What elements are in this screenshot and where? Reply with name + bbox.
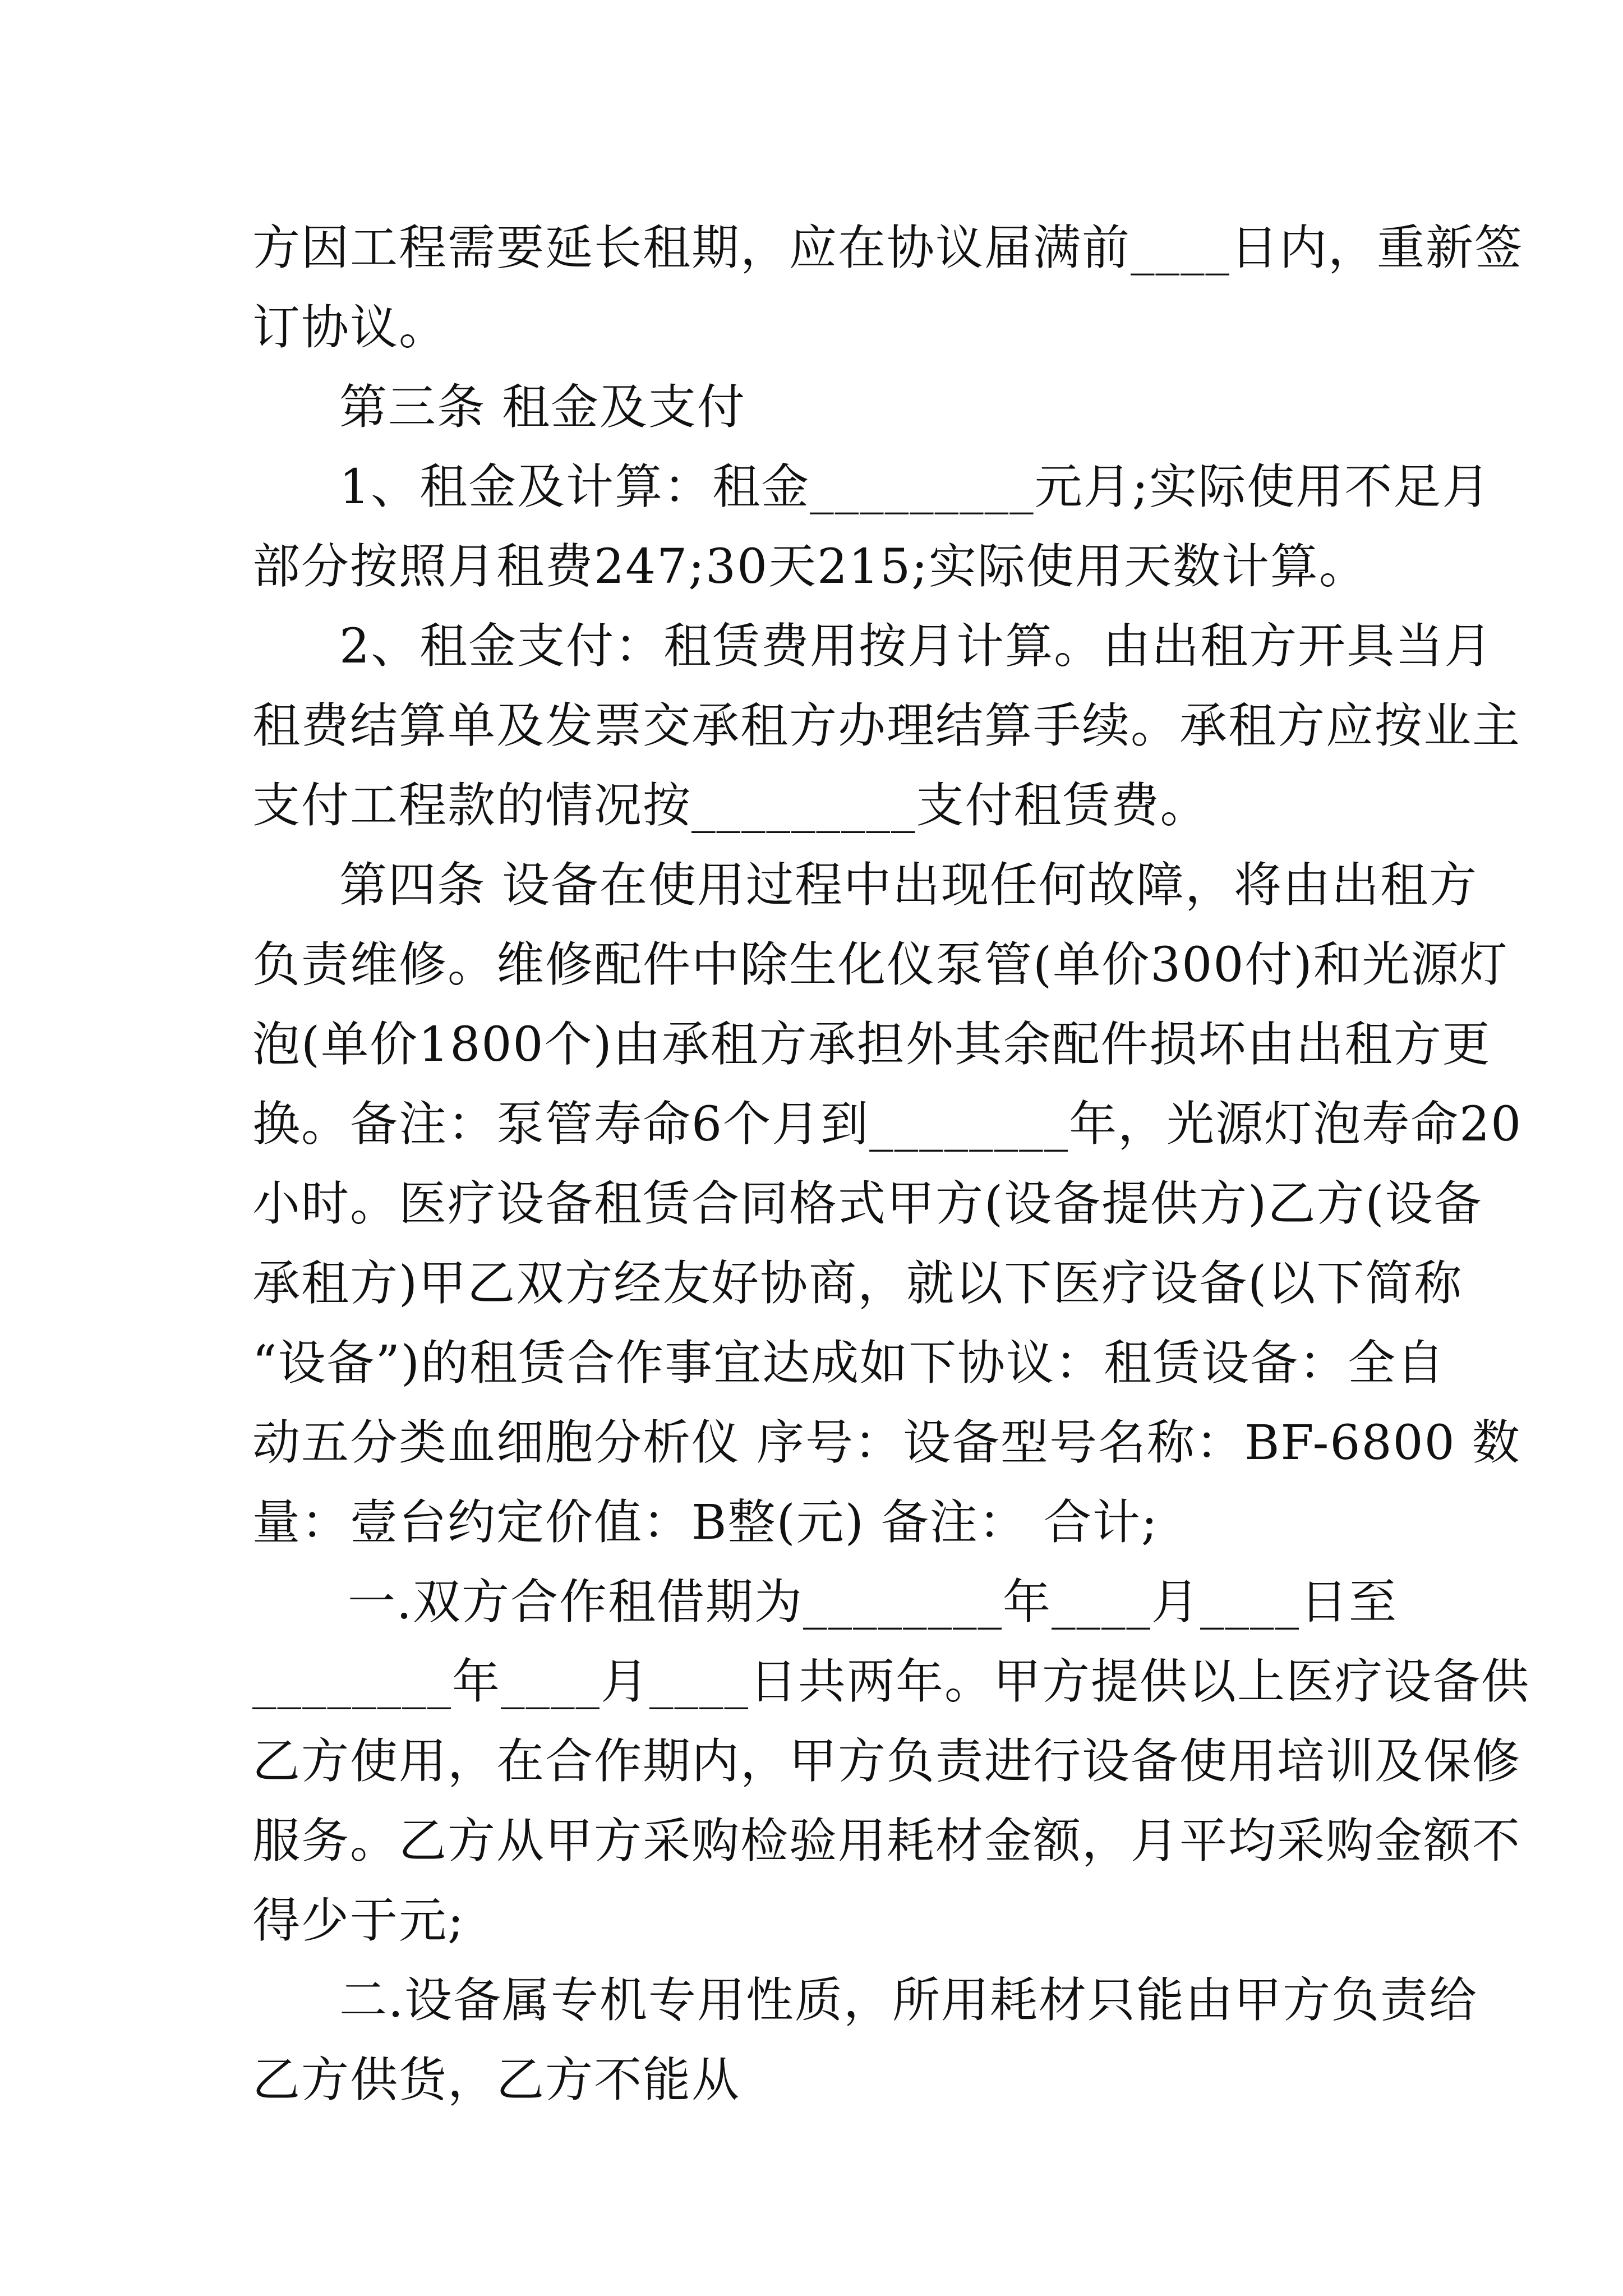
text-line-15: “设备”)的租赁合作事宜达成如下协议：租赁设备：全自 xyxy=(252,1336,1446,1391)
text-line-17: 量：壹台约定价值：B整(元) 备注： 合计; xyxy=(252,1495,1159,1550)
clause-1-line-4: 服务。乙方从甲方采购检验用耗材金额，月平均采购金额不 xyxy=(252,1814,1521,1869)
text-line-13: 小时。医疗设备租赁合同格式甲方(设备提供方)乙方(设备 xyxy=(252,1176,1483,1232)
clause-1-line-1: 一.双方合作租借期为________年____月____日至 xyxy=(348,1575,1398,1630)
section-heading-article-4: 第四条 设备在使用过程中出现任何故障，将由出租方 xyxy=(339,858,1478,913)
text-line-7: 租费结算单及发票交承租方办理结算手续。承租方应按业主 xyxy=(252,698,1521,754)
text-line-2: 订协议。 xyxy=(252,300,448,356)
text-line-8: 支付工程款的情况按_________支付租赁费。 xyxy=(252,778,1209,834)
clause-2-line-1: 二.设备属专机专用性质，所用耗材只能由甲方负责给 xyxy=(339,1973,1478,2028)
section-heading-article-3: 第三条 租金及支付 xyxy=(339,380,746,435)
clause-1-line-2: ________年____月____日共两年。甲方提供以上医疗设备供 xyxy=(252,1654,1530,1710)
text-line-12: 换。备注：泵管寿命6个月到________年，光源灯泡寿命20 xyxy=(252,1097,1523,1152)
text-line-10: 负责维修。维修配件中除生化仪泵管(单价300付)和光源灯 xyxy=(252,937,1509,993)
text-line-4: 1、租金及计算：租金_________元月;实际使用不足月 xyxy=(339,459,1491,515)
text-line-1: 方因工程需要延长租期，应在协议届满前____日内，重新签 xyxy=(252,220,1524,276)
text-line-11: 泡(单价1800个)由承租方承担外其余配件损坏由出租方更 xyxy=(252,1017,1491,1073)
clause-1-line-3: 乙方使用，在合作期内，甲方负责进行设备使用培训及保修 xyxy=(252,1734,1521,1789)
text-line-5: 部分按照月租费247;30天215;实际使用天数计算。 xyxy=(252,539,1368,595)
text-line-16: 动五分类血细胞分析仪 序号：设备型号名称：BF-6800 数 xyxy=(252,1415,1521,1471)
text-line-14: 承租方)甲乙双方经友好协商，就以下医疗设备(以下简称 xyxy=(252,1256,1463,1312)
clause-1-line-5: 得少于元; xyxy=(252,1893,465,1949)
document-page xyxy=(252,209,1530,2120)
clause-2-line-2: 乙方供货，乙方不能从 xyxy=(252,2053,741,2108)
text-line-6: 2、租金支付：租赁费用按月计算。由出租方开具当月 xyxy=(339,619,1493,674)
